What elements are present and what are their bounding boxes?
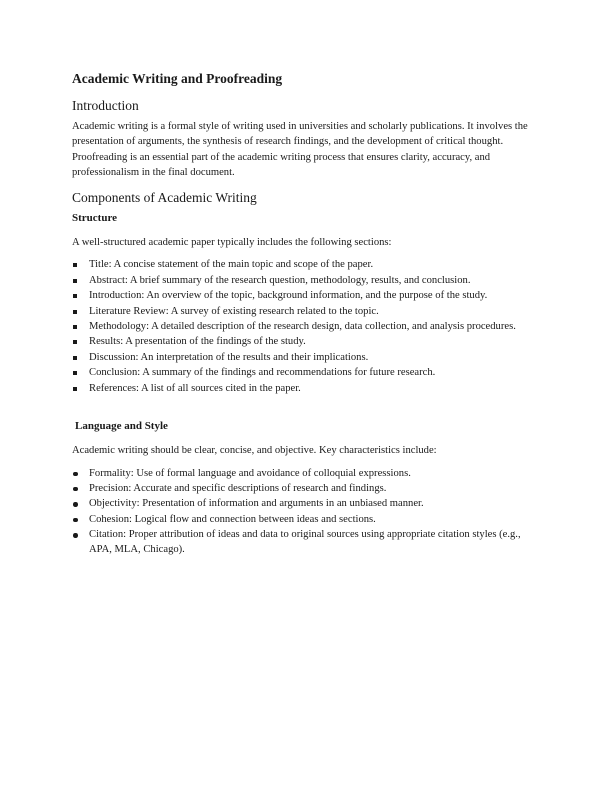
language-style-lead: Academic writing should be clear, concise, and objective. Key characteristics include: <box>72 445 437 457</box>
list-item-text: Introduction: An overview of the topic, background information, and the purpose of the study. <box>89 290 488 302</box>
list-item-text: Conclusion: A summary of the findings and recommendations for future research. <box>89 367 436 379</box>
list-item <box>72 351 540 366</box>
list-item-text: Citation: Proper attribution of ideas and data to original sources using appropriate citation styles (e.g., APA, MLA, Chicago). <box>89 529 521 555</box>
list-item <box>72 274 540 289</box>
square-bullet-icon <box>73 279 77 283</box>
square-bullet-icon <box>73 340 77 344</box>
list-item-text: Abstract: A brief summary of the research question, methodology, results, and conclusion. <box>89 274 471 286</box>
structure-lead: A well-structured academic paper typically includes the following sections: <box>72 237 392 249</box>
square-bullet-icon <box>73 310 77 314</box>
list-item-text: Objectivity: Presentation of information and arguments in an unbiased manner. <box>89 498 424 510</box>
list-item <box>72 497 540 512</box>
list-item-text: Precision: Accurate and specific descriptions of research and findings. <box>89 482 387 494</box>
list-item-text: Results: A presentation of the findings of the study. <box>89 336 306 348</box>
square-bullet-icon <box>73 263 77 267</box>
square-bullet-icon <box>73 356 77 360</box>
round-bullet-icon <box>73 502 78 507</box>
round-bullet-icon <box>73 472 78 477</box>
round-bullet-icon <box>73 487 78 492</box>
list-item <box>72 382 540 397</box>
language-style-heading: Language and Style <box>75 420 168 433</box>
list-item-text: Methodology: A detailed description of the research design, data collection, and analysis procedures. <box>89 321 516 333</box>
components-heading: Components of Academic Writing <box>72 190 257 206</box>
list-item <box>72 366 540 381</box>
language-style-list <box>72 467 540 558</box>
list-item <box>72 289 540 304</box>
list-item <box>72 513 540 528</box>
document-page <box>72 70 540 558</box>
round-bullet-icon <box>73 533 78 538</box>
list-item <box>72 258 540 273</box>
structure-list <box>72 258 540 396</box>
list-item <box>72 305 540 320</box>
list-item <box>72 335 540 350</box>
introduction-heading: Introduction <box>72 98 139 113</box>
round-bullet-icon <box>73 518 78 523</box>
list-item <box>72 528 540 557</box>
square-bullet-icon <box>73 325 77 329</box>
structure-heading: Structure <box>72 212 118 225</box>
square-bullet-icon <box>73 371 77 375</box>
list-item-text: Cohesion: Logical flow and connection between ideas and sections. <box>89 513 376 525</box>
square-bullet-icon <box>73 387 77 391</box>
introduction-paragraph: Academic writing is a formal style of writing used in universities and scholarly publications. It involves the presentation of arguments, the synthesis of research findings, and the development of critical thought. Proofreading is an essential part of the academic writing process that ensures clarity, accuracy, and professionalism in the final document. <box>72 121 528 178</box>
document-title: Academic Writing and Proofreading <box>72 71 283 86</box>
square-bullet-icon <box>73 294 77 298</box>
list-item <box>72 320 540 335</box>
list-item-text: References: A list of all sources cited in the paper. <box>89 382 301 394</box>
list-item-text: Literature Review: A survey of existing research related to the topic. <box>89 305 379 317</box>
list-item-text: Formality: Use of formal language and avoidance of colloquial expressions. <box>89 467 411 479</box>
list-item-text: Title: A concise statement of the main topic and scope of the paper. <box>89 259 374 271</box>
list-item <box>72 467 540 482</box>
list-item-text: Discussion: An interpretation of the results and their implications. <box>89 351 369 363</box>
list-item <box>72 482 540 497</box>
